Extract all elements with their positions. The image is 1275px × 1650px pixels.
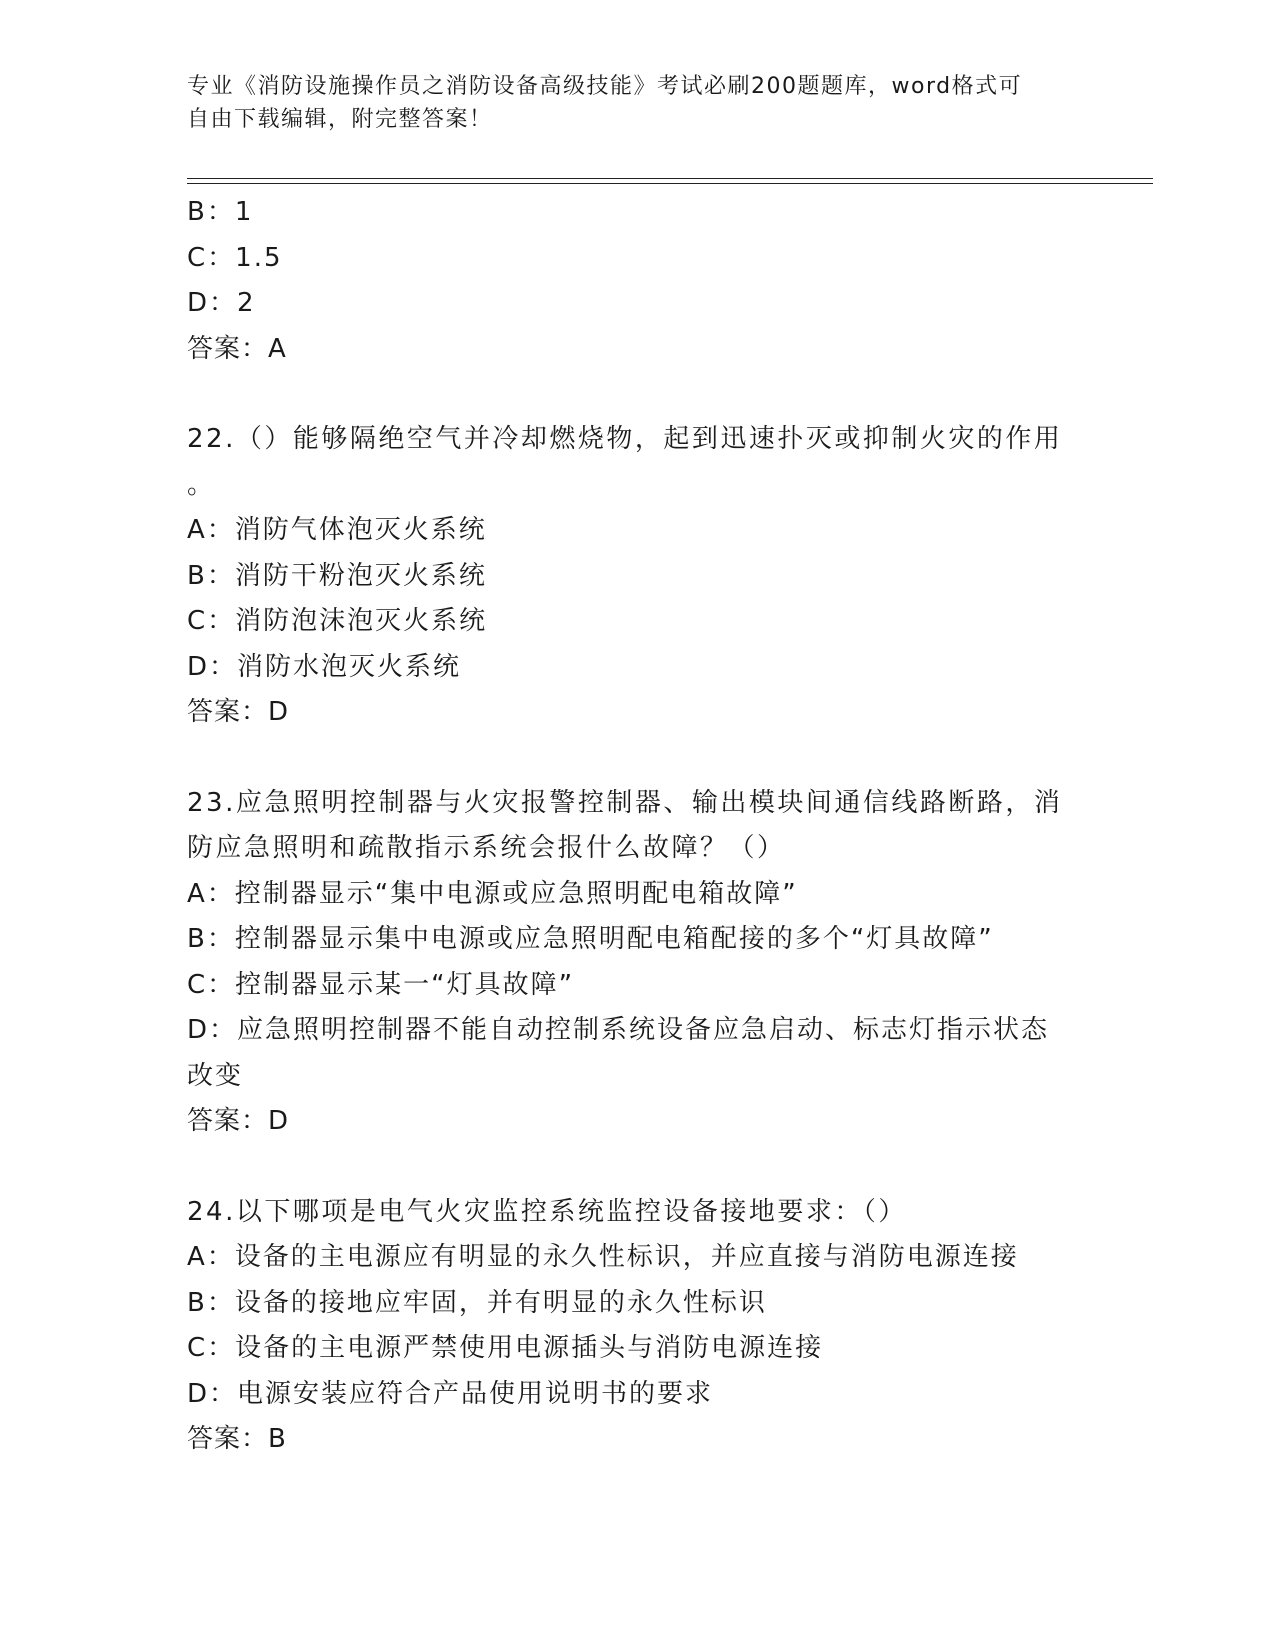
- question-stem-line: 22.（）能够隔绝空气并冷却燃烧物，起到迅速扑灭或抑制火灾的作用: [187, 424, 1063, 454]
- option-a: A：控制器显示“集中电源或应急照明配电箱故障”: [187, 878, 798, 909]
- question-stem-line: 防应急照明和疏散指示系统会报什么故障？（）: [187, 833, 786, 863]
- question-23: [187, 781, 1087, 1145]
- header-divider-top: [187, 178, 1153, 179]
- option-d: D：应急照明控制器不能自动控制系统设备应急启动、标志灯指示状态: [187, 1015, 1050, 1045]
- question-stem-line: 24.以下哪项是电气火灾监控系统监控设备接地要求：（）: [187, 1196, 907, 1227]
- option-c: C：控制器显示某一“灯具故障”: [187, 969, 575, 1000]
- option-b: B：1: [187, 197, 254, 227]
- answer: 答案：B: [187, 1424, 287, 1454]
- header-line-1: 专业《消防设施操作员之消防设备高级技能》考试必刷200题题库，word格式可: [187, 74, 1023, 99]
- header-line-2: 自由下载编辑，附完整答案！: [187, 107, 493, 132]
- option-c: C：1.5: [187, 242, 283, 273]
- option-d: D：2: [187, 288, 256, 318]
- question-stem-line: 23.应急照明控制器与火灾报警控制器、输出模块间通信线路断路，消: [187, 787, 1063, 818]
- question-stem-line: 。: [187, 469, 216, 500]
- option-c: C：消防泡沫泡灭火系统: [187, 606, 488, 636]
- option-b: B：消防干粉泡灭火系统: [187, 560, 487, 591]
- option-b: B：设备的接地应牢固，并有明显的永久性标识: [187, 1287, 767, 1318]
- option-d: D：电源安装应符合产品使用说明书的要求: [187, 1378, 714, 1409]
- question-21-tail: [187, 190, 1087, 372]
- option-a: A：设备的主电源应有明显的永久性标识，并应直接与消防电源连接: [187, 1242, 1019, 1272]
- option-b: B：控制器显示集中电源或应急照明配电箱配接的多个“灯具故障”: [187, 924, 994, 954]
- answer: 答案：D: [187, 1106, 290, 1136]
- question-24: [187, 1190, 1087, 1463]
- document-header: [187, 70, 1087, 136]
- answer: 答案：D: [187, 697, 290, 727]
- option-c: C：设备的主电源严禁使用电源插头与消防电源连接: [187, 1333, 824, 1363]
- question-22: [187, 417, 1087, 736]
- option-a: A：消防气体泡灭火系统: [187, 515, 487, 545]
- question-list: [187, 190, 1087, 1463]
- option-d: D：消防水泡灭火系统: [187, 651, 462, 682]
- option-d-continuation: 改变: [187, 1060, 244, 1091]
- answer: 答案：A: [187, 333, 287, 364]
- header-divider-bottom: [187, 183, 1153, 184]
